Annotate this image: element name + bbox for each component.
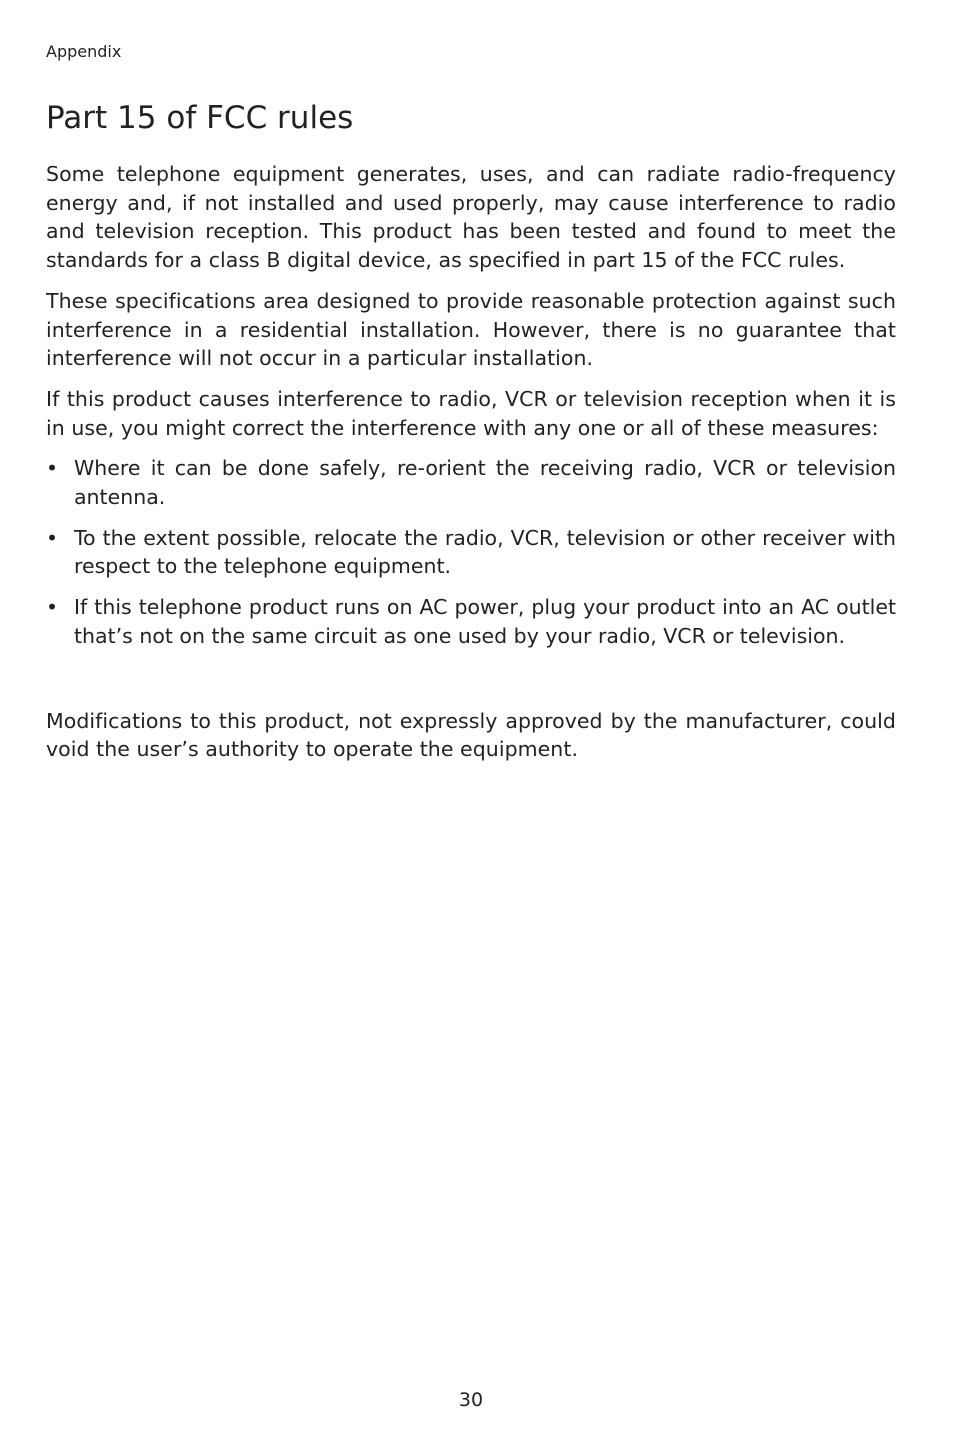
paragraph-measures-intro: If this product causes interference to radio, VCR or television reception when it is in use, you might correct the interference with any one or all of these measures: [46,386,896,440]
paragraph-emissions: Some telephone equipment generates, uses, and can radiate radio-frequency energy and, if not installed and used properly, may cause interference to radio and television reception. This product has been tested and found to meet the standards for a class B digital device, as specified in part 15 of the FCC rules. [46,162,896,273]
measures-list [46,454,896,650]
list-item [46,593,896,650]
bullet-icon: • [46,456,59,481]
paragraph-modifications: Modifications to this product, not expressly approved by the manufacturer, could void the user’s authority to operate the equipment. [46,708,896,762]
document-page [46,0,896,1432]
page-number: 30 [458,1389,484,1411]
running-header: Appendix [46,42,122,61]
list-item-text: Where it can be done safely, re-orient the receiving radio, VCR or television antenna. [74,456,896,510]
list-item-text: If this telephone product runs on AC power, plug your product into an AC outlet that’s not on the same circuit as one used by your radio, VCR or television. [74,595,896,648]
bullet-icon: • [46,525,59,550]
page-title: Part 15 of FCC rules [46,100,354,136]
paragraph-protection: These specifications area designed to provide reasonable protection against such interference in a residential installation. However, there is no guarantee that interference will not occur in a particular installation. [46,288,896,371]
list-item [46,454,896,511]
list-item [46,524,896,581]
body-text [46,160,896,776]
bullet-icon: • [46,595,59,620]
list-item-text: To the extent possible, relocate the radio, VCR, television or other receiver with respect to the telephone equipment. [74,525,896,579]
